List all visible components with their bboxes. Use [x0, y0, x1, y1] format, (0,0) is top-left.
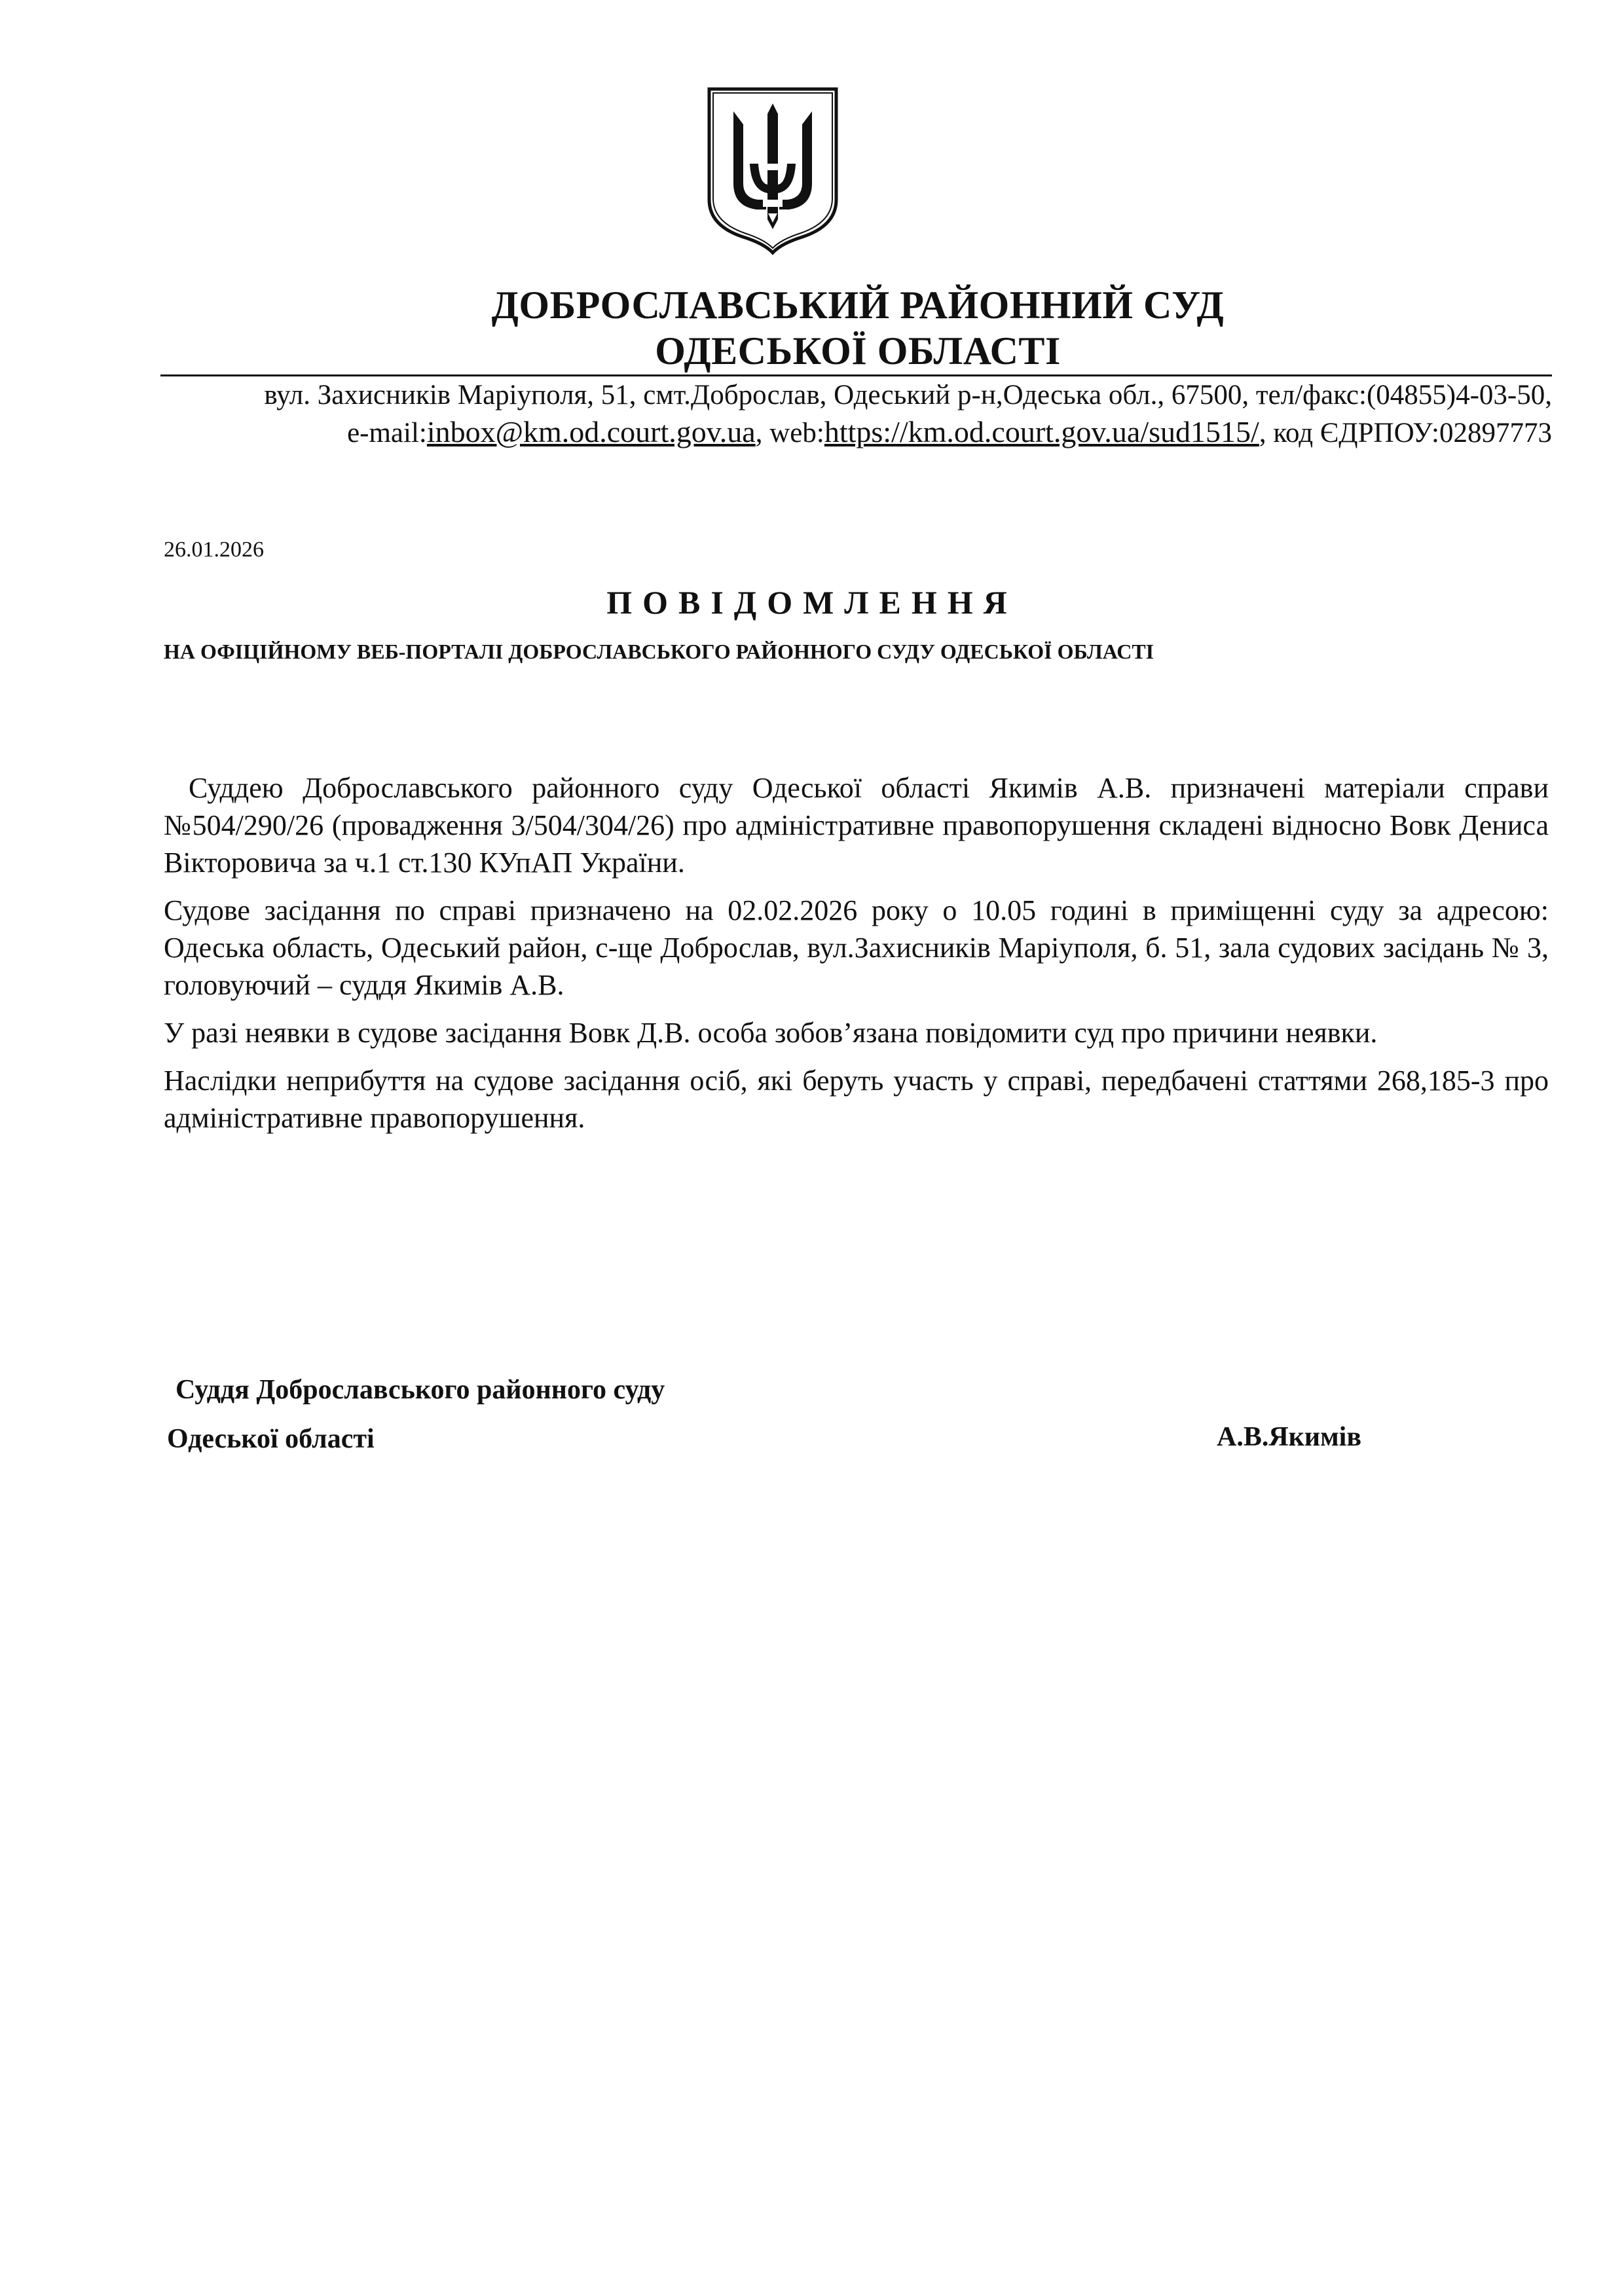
document-date: 26.01.2026: [164, 538, 264, 562]
website-link[interactable]: https://km.od.court.gov.ua/sud1515/: [824, 415, 1259, 448]
court-name-line2: ОДЕСЬКОЇ ОБЛАСТІ: [655, 329, 1061, 373]
header-divider: [160, 374, 1552, 376]
signature-name: А.В.Якимів: [1217, 1422, 1362, 1452]
edrpou-code: , код ЄДРПОУ:02897773: [1259, 418, 1552, 448]
court-address: вул. Захисників Маріуполя, 51, смт.Доброслав, Одеський р-н,Одеська обл., 67500, тел/факс:(04855)4-03-50,: [264, 380, 1552, 410]
signature-position-line1: Суддя Доброславського районного суду: [175, 1375, 665, 1405]
email-link[interactable]: inbox@km.od.court.gov.ua: [426, 415, 756, 448]
paragraph-consequences: Наслідки неприбуття на судове засідання осіб, які беруть участь у справі, передбачені статтями 268,185-3 про адміністративне правопорушення.: [164, 1065, 1549, 1134]
court-name-line1: ДОБРОСЛАВСЬКИЙ РАЙОННИЙ СУД: [491, 283, 1225, 327]
email-label: e-mail:: [347, 418, 427, 448]
trident-emblem-icon: [704, 85, 841, 255]
paragraph-absence-notice: У разі неявки в судове засідання Вовк Д.В. особа зобов’язана повідомити суд про причини неявки.: [164, 1017, 1378, 1049]
web-label: , web:: [755, 418, 824, 448]
paragraph-case-assignment: Суддею Доброславського районного суду Одеської області Якимів А.В. призначені матеріали справи №504/290/26 (провадження 3/504/304/26) про адміністративне правопорушення складені відносно Вовк Дениса Вікторовича за ч.1 ст.130 КУпАП України.: [164, 772, 1549, 879]
signature-position-line2: Одеської області: [167, 1424, 375, 1454]
court-contacts: [160, 415, 1552, 450]
paragraph-hearing-details: Судове засідання по справі призначено на 02.02.2026 року о 10.05 годині в приміщенні суду за адресою: Одеська область, Одеський район, с-ще Доброслав, вул.Захисників Маріуполя, б. 51, зала судових засідань № 3, головуючий – суддя Якимів А.В.: [164, 894, 1549, 1001]
notice-title: ПОВІДОМЛЕННЯ: [606, 584, 1018, 621]
notice-subtitle: НА ОФІЦІЙНОМУ ВЕБ-ПОРТАЛІ ДОБРОСЛАВСЬКОГО РАЙОННОГО СУДУ ОДЕСЬКОЇ ОБЛАСТІ: [164, 640, 1154, 663]
notice-body: [164, 769, 1549, 1147]
